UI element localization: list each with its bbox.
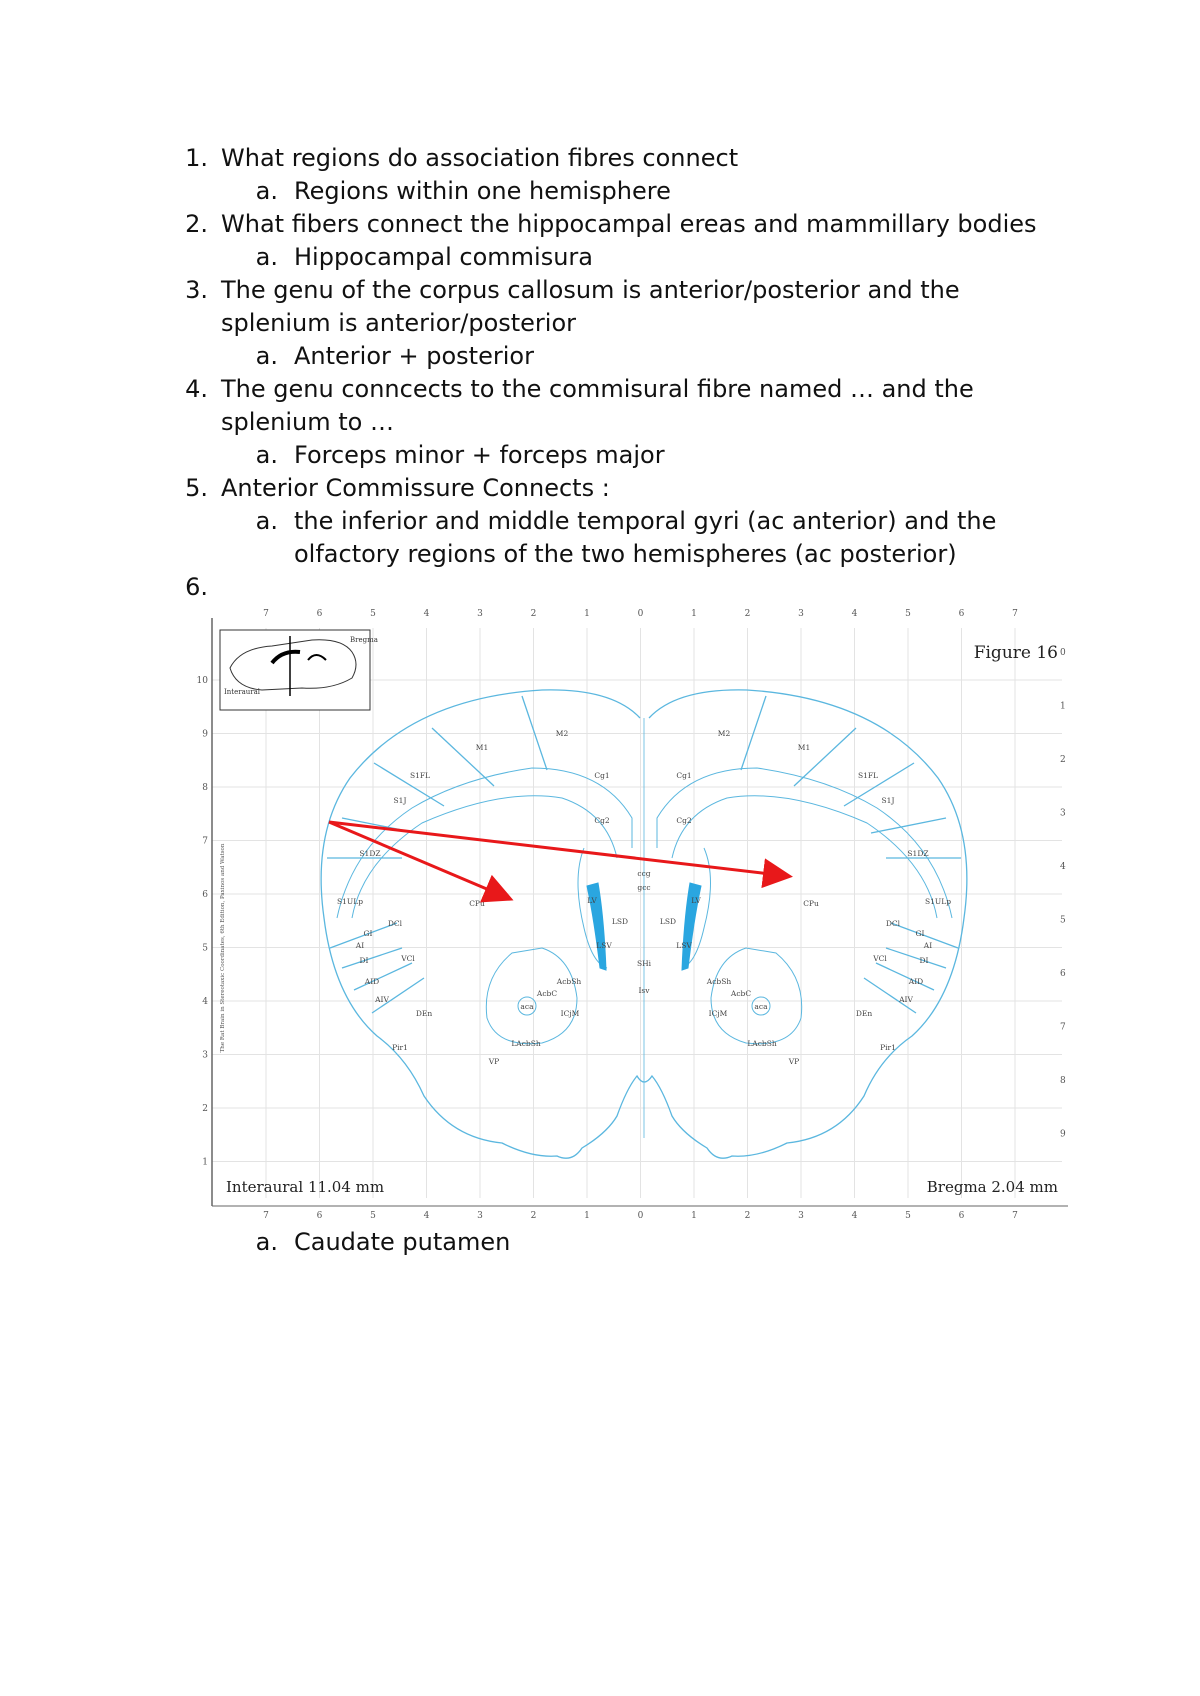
region-label-ai-right: AI bbox=[923, 941, 933, 950]
region-label-di-left: DI bbox=[359, 956, 369, 965]
region-label-aca-right: aca bbox=[754, 1002, 768, 1011]
region-label-ai-left: AI bbox=[355, 941, 365, 950]
region-label-vcl-right: VCl bbox=[873, 954, 887, 963]
answer-marker: a. bbox=[255, 342, 278, 370]
left-tick-label: 9 bbox=[202, 729, 208, 740]
question-text: What fibers connect the hippocampal ereas and mammillary bodies bbox=[221, 210, 1037, 238]
left-tick-labels bbox=[197, 676, 209, 1168]
answer-text: Regions within one hemisphere bbox=[294, 177, 671, 205]
question-number: 5. bbox=[185, 474, 208, 502]
top-tick-label: 7 bbox=[263, 609, 269, 619]
region-label-aid-left: AID bbox=[364, 977, 380, 986]
inset-bregma-label: Bregma bbox=[350, 636, 378, 644]
left-tick-label: 5 bbox=[202, 943, 208, 954]
region-label-s1fl-right: S1FL bbox=[857, 771, 879, 780]
bottom-tick-label: 4 bbox=[851, 1211, 858, 1221]
region-label-lsv-left: LSV bbox=[596, 941, 612, 950]
region-label-m1-left: M1 bbox=[475, 743, 489, 752]
region-label-aid-right: AID bbox=[908, 977, 924, 986]
bottom-tick-label: 1 bbox=[584, 1211, 590, 1221]
right-tick-label: 6 bbox=[1060, 969, 1066, 979]
top-tick-label: 5 bbox=[905, 609, 911, 619]
question-text: The genu conncects to the commisural fibre named … and the bbox=[221, 375, 974, 403]
top-tick-label: 1 bbox=[584, 609, 590, 619]
question-number: 6. bbox=[185, 573, 208, 601]
region-label-s1dz-left: S1DZ bbox=[359, 849, 381, 858]
region-label-s1j-right: S1J bbox=[881, 796, 895, 805]
top-tick-labels bbox=[263, 609, 1018, 619]
side-caption: The Rat Brain in Stereotaxic Coordinates, 6th Edition, Paxinos and Watson bbox=[220, 843, 226, 1053]
region-label-gcc: gcc bbox=[637, 883, 651, 892]
region-label-cg1-left: Cg1 bbox=[594, 771, 610, 780]
region-label-pir-right: Pir1 bbox=[880, 1043, 896, 1052]
answer-marker: a. bbox=[255, 177, 278, 205]
answer-marker: a. bbox=[255, 243, 278, 271]
question-text: What regions do association fibres connect bbox=[221, 144, 739, 172]
question-number: 2. bbox=[185, 210, 208, 238]
left-tick-label: 2 bbox=[202, 1104, 208, 1114]
top-tick-label: 2 bbox=[530, 609, 537, 619]
left-tick-label: 8 bbox=[202, 783, 208, 793]
top-tick-label: 3 bbox=[477, 609, 483, 619]
region-label-m2-right: M2 bbox=[717, 729, 731, 738]
bottom-tick-label: 7 bbox=[1012, 1211, 1018, 1221]
region-label-acbc-left: AcbC bbox=[536, 989, 558, 998]
answer-text-continued: olfactory regions of the two hemispheres (ac posterior) bbox=[294, 540, 957, 568]
region-label-lv-right: LV bbox=[691, 896, 701, 905]
bottom-tick-label: 5 bbox=[370, 1211, 376, 1221]
region-label-cpu-right: CPu bbox=[803, 899, 819, 908]
left-tick-label: 3 bbox=[202, 1050, 208, 1061]
top-tick-label: 7 bbox=[1012, 609, 1018, 619]
region-label-aca-left: aca bbox=[520, 1002, 534, 1011]
region-label-cg1-right: Cg1 bbox=[676, 771, 692, 780]
right-tick-label: 2 bbox=[1060, 755, 1066, 765]
top-tick-label: 3 bbox=[798, 609, 804, 619]
region-label-vcl-left: VCl bbox=[401, 954, 415, 963]
bottom-tick-label: 5 bbox=[905, 1211, 911, 1221]
right-tick-label: 9 bbox=[1060, 1129, 1066, 1140]
region-label-s1j-left: S1J bbox=[393, 796, 407, 805]
question-number: 4. bbox=[185, 375, 208, 403]
region-label-lv-left: LV bbox=[587, 896, 597, 905]
left-tick-label: 4 bbox=[202, 997, 208, 1007]
top-tick-label: 1 bbox=[691, 609, 697, 619]
region-label-ipac: Isv bbox=[638, 986, 650, 995]
right-tick-label: 3 bbox=[1060, 808, 1066, 819]
top-tick-label: 0 bbox=[637, 609, 644, 619]
region-label-lacbsh-right: LAcbSh bbox=[747, 1039, 777, 1048]
region-label-lsd-right: LSD bbox=[659, 917, 677, 926]
region-label-s1dz-right: S1DZ bbox=[907, 849, 929, 858]
interaural-label: Interaural 11.04 mm bbox=[226, 1178, 385, 1196]
right-tick-label: 0 bbox=[1060, 648, 1066, 658]
question-text-continued: splenium is anterior/posterior bbox=[221, 309, 577, 337]
region-label-s1ulp-left: S1ULp bbox=[336, 897, 364, 906]
region-label-s1ulp-right: S1ULp bbox=[924, 897, 952, 906]
region-label-shi: SHi bbox=[636, 959, 652, 968]
region-label-lacbsh-left: LAcbSh bbox=[511, 1039, 541, 1048]
left-tick-label: 7 bbox=[202, 836, 208, 847]
question-text: Anterior Commissure Connects : bbox=[221, 474, 610, 502]
region-label-dcl-right: DCl bbox=[885, 919, 901, 928]
region-label-acbsh-left: AcbSh bbox=[556, 977, 582, 986]
region-label-cpu-left: CPu bbox=[469, 899, 485, 908]
top-tick-label: 4 bbox=[423, 609, 430, 619]
region-label-aiv-left: AIV bbox=[375, 995, 389, 1004]
answer-marker: a. bbox=[255, 507, 278, 535]
region-label-den-left: DEn bbox=[415, 1009, 433, 1018]
figure-title: Figure 16 bbox=[973, 643, 1058, 663]
region-label-icjm-right: ICjM bbox=[708, 1009, 728, 1018]
bottom-tick-label: 4 bbox=[423, 1211, 430, 1221]
answer-text: Forceps minor + forceps major bbox=[294, 441, 665, 469]
question-number: 3. bbox=[185, 276, 208, 304]
brain-atlas-figure bbox=[196, 609, 1068, 1221]
region-label-vp-left: VP bbox=[488, 1057, 500, 1066]
answer-text: Caudate putamen bbox=[294, 1228, 511, 1256]
region-label-vp-right: VP bbox=[788, 1057, 800, 1066]
region-label-di-right: DI bbox=[919, 956, 929, 965]
region-label-ccp: ccg bbox=[637, 869, 651, 878]
left-tick-label: 6 bbox=[202, 890, 208, 900]
bottom-tick-label: 1 bbox=[691, 1211, 697, 1221]
answer-text: the inferior and middle temporal gyri (ac anterior) and the bbox=[294, 507, 997, 535]
right-tick-label: 5 bbox=[1060, 915, 1066, 926]
region-label-icjm-left: ICjM bbox=[560, 1009, 580, 1018]
bottom-tick-label: 0 bbox=[637, 1211, 644, 1221]
right-tick-label: 8 bbox=[1060, 1076, 1066, 1086]
question-text-continued: splenium to … bbox=[221, 408, 394, 436]
bottom-tick-label: 6 bbox=[316, 1211, 323, 1221]
region-label-acbsh-right: AcbSh bbox=[706, 977, 732, 986]
region-label-gi-right: GI bbox=[915, 929, 925, 938]
region-label-m1-right: M1 bbox=[797, 743, 811, 752]
atlas-svg bbox=[196, 609, 1068, 1221]
region-label-s1fl-left: S1FL bbox=[409, 771, 431, 780]
bregma-label: Bregma 2.04 mm bbox=[926, 1178, 1058, 1196]
region-label-cg2-right: Cg2 bbox=[676, 816, 692, 825]
bottom-tick-label: 6 bbox=[958, 1211, 965, 1221]
right-tick-label: 1 bbox=[1060, 701, 1066, 712]
region-label-acbc-right: AcbC bbox=[730, 989, 752, 998]
inset-interaural-label: Interaural bbox=[224, 688, 261, 696]
top-tick-label: 6 bbox=[316, 609, 323, 619]
answer-text: Anterior + posterior bbox=[294, 342, 534, 370]
answer-marker: a. bbox=[255, 441, 278, 469]
region-label-lsv-right: LSV bbox=[676, 941, 692, 950]
right-tick-label: 7 bbox=[1060, 1022, 1066, 1033]
answer-text: Hippocampal commisura bbox=[294, 243, 593, 271]
region-label-cg2-left: Cg2 bbox=[594, 816, 610, 825]
region-label-den-right: DEn bbox=[855, 1009, 873, 1018]
top-tick-label: 4 bbox=[851, 609, 858, 619]
bottom-tick-label: 2 bbox=[530, 1211, 537, 1221]
bottom-tick-labels bbox=[263, 1211, 1018, 1221]
region-label-aiv-right: AIV bbox=[899, 995, 913, 1004]
question-text: The genu of the corpus callosum is anterior/posterior and the bbox=[221, 276, 960, 304]
inset-thumbnail bbox=[220, 630, 378, 710]
right-tick-label: 4 bbox=[1060, 862, 1066, 872]
left-tick-label: 10 bbox=[196, 676, 208, 686]
bottom-tick-label: 3 bbox=[477, 1211, 483, 1221]
top-tick-label: 6 bbox=[958, 609, 965, 619]
bottom-tick-label: 3 bbox=[798, 1211, 804, 1221]
top-tick-label: 5 bbox=[370, 609, 376, 619]
region-label-m2-left: M2 bbox=[555, 729, 569, 738]
bottom-tick-label: 2 bbox=[744, 1211, 751, 1221]
answer-marker: a. bbox=[255, 1228, 278, 1256]
question-number: 1. bbox=[185, 144, 208, 172]
region-label-gi-left: GI bbox=[363, 929, 373, 938]
region-label-dcl-left: DCl bbox=[387, 919, 403, 928]
region-label-lsd-left: LSD bbox=[611, 917, 629, 926]
left-tick-label: 1 bbox=[202, 1157, 208, 1168]
top-tick-label: 2 bbox=[744, 609, 751, 619]
region-label-pir-left: Pir1 bbox=[392, 1043, 408, 1052]
bottom-tick-label: 7 bbox=[263, 1211, 269, 1221]
